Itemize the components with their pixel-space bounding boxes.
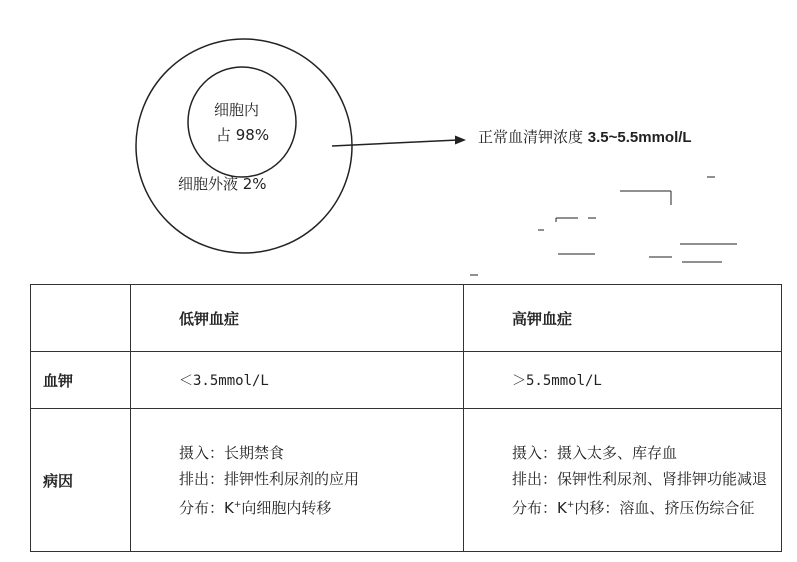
cause-high-excretion: 排出：保钾性利尿剂、肾排钾功能减退 [512,469,768,488]
table-row-serum-k [31,352,782,409]
cause-low-excretion: 排出：排钾性利尿剂的应用 [179,469,360,488]
intracellular-percent: 占 98% [216,126,270,144]
normal-potassium-value: 3.5~5.5mmol/L [587,129,692,146]
extracellular-circle [136,39,352,253]
intracellular-circle [188,67,296,177]
k-superscript: + [566,499,575,510]
extracellular-label: 细胞外液 2% [178,175,267,193]
arrow-head [455,136,466,145]
row-label-serum-k: 血钾 [31,352,131,409]
header-empty-cell [31,285,131,352]
causes-low [131,409,464,552]
cause-low-distribution: 分布：K+向细胞内转移 [179,498,332,517]
arrow-line [332,140,458,146]
intracellular-label: 细胞内 [214,101,260,119]
serum-k-low: ＜3.5mmol/L [131,352,464,409]
row-label-causes: 病因 [31,409,131,552]
cause-high-intake: 摄入：摄入太多、库存血 [512,443,678,462]
normal-potassium-label [478,126,692,147]
comparison-table [30,284,782,552]
cause-high-distribution: 分布：K+内移：溶血、挤压伤综合征 [512,498,755,517]
table-row-causes [31,409,782,552]
serum-k-high: ＞5.5mmol/L [464,352,782,409]
table-header-row [31,285,782,352]
normal-potassium-prefix: 正常血清钾浓度 [478,128,588,146]
causes-high [464,409,782,552]
k-superscript: + [233,499,242,510]
header-hypokalemia: 低钾血症 [131,285,464,352]
header-hyperkalemia: 高钾血症 [464,285,782,352]
cause-low-intake: 摄入：长期禁食 [179,443,285,462]
